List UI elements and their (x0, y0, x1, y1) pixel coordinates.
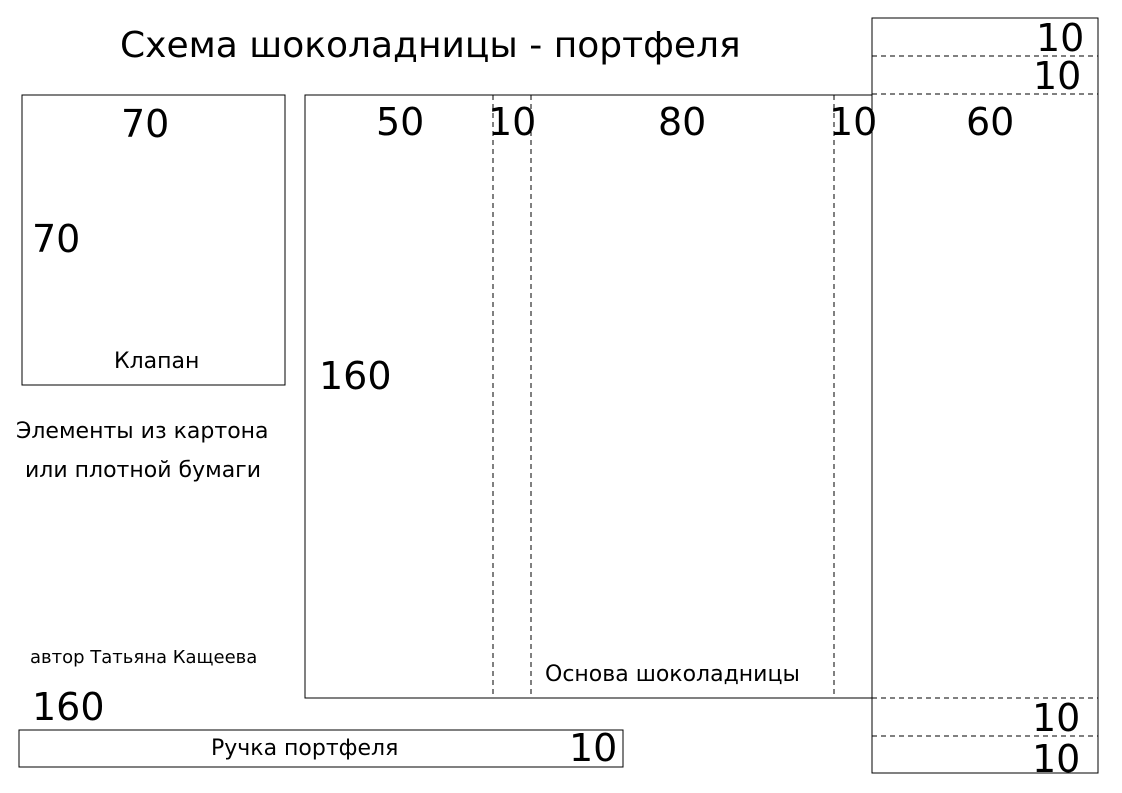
material-note-line1: Элементы из картона (16, 419, 269, 444)
bottom-tab-label-2: 10 (1032, 737, 1081, 781)
handle-caption: Ручка портфеля (211, 736, 399, 761)
flap-width-label: 70 (121, 102, 170, 146)
base-width-label-1: 50 (376, 100, 425, 144)
handle-length-label: 160 (32, 685, 105, 729)
base-caption: Основа шоколадницы (545, 662, 800, 687)
page-title: Схема шоколадницы - портфеля (120, 25, 741, 66)
base-width-label-2: 10 (488, 100, 537, 144)
flap-height-label: 70 (32, 217, 81, 261)
base-height-label: 160 (319, 354, 392, 398)
bottom-tab-label-1: 10 (1032, 696, 1081, 740)
top-tab-label-1: 10 (1036, 16, 1085, 60)
base-width-label-3: 80 (658, 100, 707, 144)
base-width-label-4: 10 (829, 100, 878, 144)
material-note-line2: или плотной бумаги (25, 458, 262, 483)
author-credit: автор Татьяна Кащеева (30, 647, 258, 668)
flap-caption: Клапан (114, 349, 200, 374)
top-tab-label-2: 10 (1033, 54, 1082, 98)
base-width-label-5: 60 (966, 100, 1015, 144)
handle-width-label: 10 (569, 726, 618, 770)
